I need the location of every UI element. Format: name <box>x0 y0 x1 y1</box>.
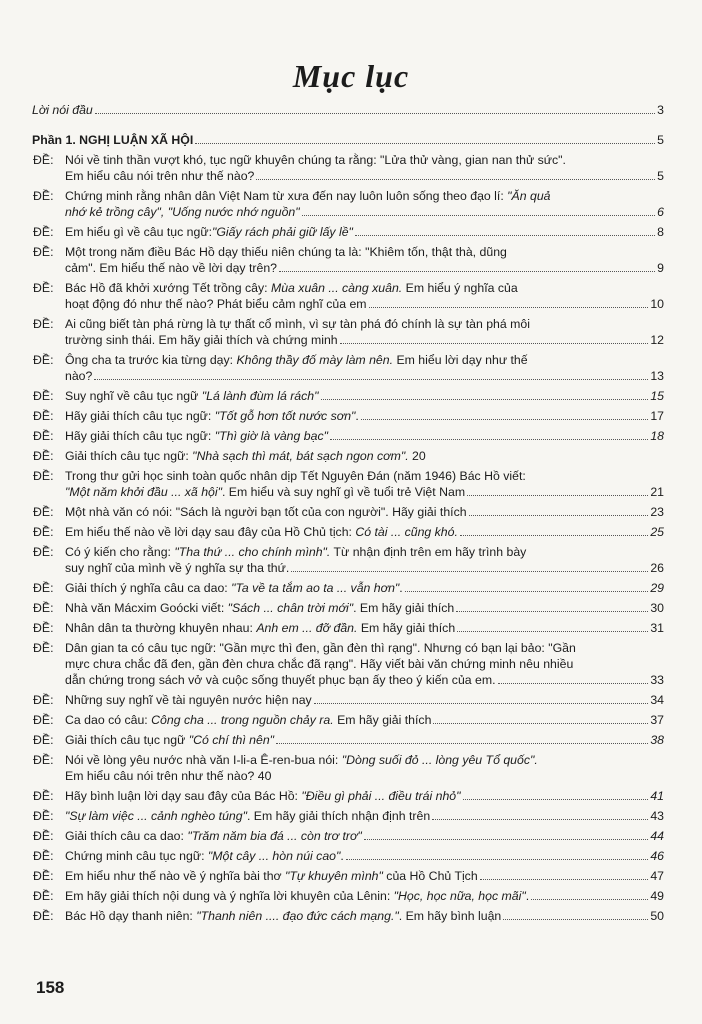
entry-label: ĐỀ: <box>33 909 54 923</box>
entry-quote: "Điều gì phải ... điều trái nhỏ" <box>301 789 461 803</box>
entry-label: ĐỀ: <box>33 153 54 167</box>
entry-text <box>65 848 664 864</box>
entry-label: ĐỀ: <box>33 869 54 883</box>
entry-label: ĐỀ: <box>33 733 54 747</box>
entry-fragment: Chứng minh câu tục ngữ: <box>65 849 208 863</box>
entry-line <box>65 620 664 636</box>
entry-page-number: 29 <box>650 581 664 595</box>
entry-line <box>65 224 664 240</box>
entry-fragment: . Em hãy giải thích nhận định trên <box>246 809 431 823</box>
dot-leader <box>276 743 648 744</box>
entry-fragment: . <box>355 409 359 423</box>
entry-page-number: 21 <box>650 485 664 499</box>
entry-label: ĐỀ: <box>33 245 54 259</box>
entry-fragment: hoạt động đó như thế nào? Phát biểu cảm nghĩ của em <box>65 297 367 311</box>
entry-text <box>65 524 664 540</box>
dot-leader <box>330 439 648 440</box>
entry-fragment: Em hiểu thế nào về lời dạy sau đây của Hồ Chủ tịch: <box>65 525 356 539</box>
entry-page-number: 44 <box>650 829 664 843</box>
entry-line <box>65 368 664 384</box>
entry-text <box>65 188 664 220</box>
toc-entry[interactable] <box>32 428 664 444</box>
entry-line <box>65 712 664 728</box>
entry-label: ĐỀ: <box>33 641 54 655</box>
entry-quote: "Thanh niên .... đạo đức cách mạng." <box>196 909 399 923</box>
toc-entry[interactable] <box>32 732 664 748</box>
entry-label: ĐỀ: <box>33 545 54 559</box>
entry-line <box>65 888 664 904</box>
entry-fragment: Ông cha ta trước kia từng dạy: <box>65 353 237 367</box>
entry-line <box>65 408 664 424</box>
entry-page-number: 33 <box>650 673 664 687</box>
entry-line <box>65 316 664 332</box>
toc-entry[interactable] <box>32 888 664 904</box>
entry-line <box>65 768 664 784</box>
entry-page-number: 30 <box>650 601 664 615</box>
toc-entry[interactable] <box>32 828 664 844</box>
entry-page-number: 50 <box>650 909 664 923</box>
toc-entry[interactable] <box>32 388 664 404</box>
section-page: 5 <box>657 133 664 147</box>
entry-text <box>65 752 664 784</box>
entry-quote: "Có chí thì nên" <box>188 733 275 747</box>
entry-fragment: của Hồ Chủ Tịch <box>382 869 478 883</box>
entry-fragment: suy nghĩ của mình về ý nghĩa sự tha thứ. <box>65 561 290 575</box>
entry-line <box>65 848 664 864</box>
entry-text <box>65 788 664 804</box>
entry-fragment: cảm". Em hiểu thế nào về lời dạy trên? <box>65 261 278 275</box>
dot-leader <box>321 399 649 400</box>
entry-label: ĐỀ: <box>33 621 54 635</box>
entry-line <box>65 524 664 540</box>
toc-entry[interactable] <box>32 752 664 784</box>
entry-line <box>65 580 664 596</box>
toc-entry[interactable] <box>32 692 664 708</box>
entry-label: ĐỀ: <box>33 601 54 615</box>
entry-text <box>65 580 664 596</box>
toc-preface-label: Lời nói đầu <box>32 103 93 117</box>
entry-line <box>65 544 664 560</box>
entry-page-number: 31 <box>650 621 664 635</box>
entry-fragment: Bác Hồ đã khởi xướng Tết trồng cây: <box>65 281 271 295</box>
entry-label: ĐỀ: <box>33 889 54 903</box>
entry-fragment: . <box>525 889 530 903</box>
entry-line <box>65 560 664 576</box>
entry-line <box>65 204 664 220</box>
entry-line <box>65 732 664 748</box>
entry-label: ĐỀ: <box>33 789 54 803</box>
toc-entry[interactable] <box>32 848 664 864</box>
entry-line <box>65 468 664 484</box>
entry-line <box>65 332 664 348</box>
entry-fragment: Giải thích câu ca dao: <box>65 829 188 843</box>
entry-fragment: Hãy giải thích câu tục ngữ: <box>65 409 215 423</box>
entry-text <box>65 280 664 312</box>
dot-leader <box>256 179 655 180</box>
entry-page-number: 9 <box>657 261 664 275</box>
toc-entry[interactable] <box>32 788 664 804</box>
entry-line <box>65 388 664 404</box>
entry-label: ĐỀ: <box>33 225 54 239</box>
entry-line <box>65 600 664 616</box>
entry-text <box>65 152 664 184</box>
entry-quote: "Sự làm việc ... cảnh nghèo túng" <box>65 809 247 823</box>
entry-line <box>65 296 664 312</box>
entry-text <box>65 388 664 404</box>
entry-text <box>65 448 664 464</box>
entry-fragment: Giải thích câu tục ngữ: <box>65 449 193 463</box>
entry-fragment: Em hiểu câu nói trên như thế nào? 40 <box>65 769 272 783</box>
entry-page-number: 46 <box>650 849 664 863</box>
entry-fragment: Em hãy giải thích nội dung và ý nghĩa lời khuyên của Lênin: <box>65 889 394 903</box>
entry-quote: "Tự khuyên mình" <box>285 869 383 883</box>
entry-page-number: 23 <box>650 505 664 519</box>
entry-text <box>65 504 664 520</box>
entry-fragment: Em hãy giải thích <box>333 713 432 727</box>
entry-line <box>65 828 664 844</box>
entry-fragment: . Em hiểu và suy nghĩ gì về tuổi trẻ Việt Nam <box>221 485 466 499</box>
entry-text <box>65 692 664 708</box>
toc-entry[interactable] <box>32 244 664 276</box>
entry-text <box>65 468 664 500</box>
page-title: Mục lục <box>292 58 410 94</box>
toc-entry[interactable] <box>32 408 664 424</box>
dot-leader <box>503 919 648 920</box>
entry-line <box>65 484 664 500</box>
entry-fragment: Em hiểu ý nghĩa của <box>402 281 518 295</box>
toc-entry[interactable] <box>32 280 664 312</box>
dot-leader <box>463 799 649 800</box>
toc-entry-list <box>32 152 664 924</box>
entry-text <box>65 600 664 616</box>
entry-page-number: 8 <box>657 225 664 239</box>
entry-quote: "Tốt gỗ hơn tốt nước sơn" <box>214 409 356 423</box>
entry-fragment: mực chưa chắc đã đen, gần đèn chưa chắc đã rạng". Hãy viết bài văn chứng minh nêu nhiều <box>65 657 574 671</box>
entry-page-number: 26 <box>650 561 664 575</box>
entry-label: ĐỀ: <box>33 389 54 403</box>
dot-leader <box>314 703 649 704</box>
entry-text <box>65 868 664 884</box>
entry-page-number: 17 <box>650 409 664 423</box>
entry-fragment: Em hãy giải thích <box>357 621 456 635</box>
entry-page-number: 6 <box>657 205 664 219</box>
entry-quote: "Trăm năm bia đá ... còn trơ trơ" <box>187 829 362 843</box>
entry-text <box>65 620 664 636</box>
entry-fragment: Suy nghĩ về câu tục ngữ <box>65 389 202 403</box>
toc-entry[interactable] <box>32 580 664 596</box>
entry-fragment: Giải thích câu tục ngữ <box>65 733 189 747</box>
entry-label: ĐỀ: <box>33 317 54 331</box>
toc-entry[interactable] <box>32 224 664 240</box>
entry-line <box>65 656 664 672</box>
dot-leader <box>460 535 648 536</box>
entry-text <box>65 224 664 240</box>
entry-text <box>65 544 664 576</box>
dot-leader <box>291 571 648 572</box>
toc-entry[interactable] <box>32 908 664 924</box>
entry-text <box>65 888 664 904</box>
entry-line <box>65 908 664 924</box>
entry-label: ĐỀ: <box>33 525 54 539</box>
entry-text <box>65 908 664 924</box>
entry-line <box>65 352 664 368</box>
entry-quote: "Dòng suối đỏ ... lòng yêu Tổ quốc". <box>341 753 538 767</box>
toc-entry[interactable] <box>32 468 664 500</box>
entry-page-number: 37 <box>650 713 664 727</box>
entry-fragment: Hãy giải thích câu tục ngữ: <box>65 429 215 443</box>
dot-leader <box>469 515 649 516</box>
entry-page-number: 18 <box>650 429 664 443</box>
entry-fragment: . <box>399 581 403 595</box>
entry-quote: "Một năm khởi đầu ... xã hội" <box>65 485 222 499</box>
entry-fragment: Giải thích ý nghĩa câu ca dao: <box>65 581 232 595</box>
entry-quote: Công cha ... trong nguồn chảy ra. <box>151 713 334 727</box>
entry-label: ĐỀ: <box>33 353 54 367</box>
entry-text <box>65 428 664 444</box>
entry-line <box>65 188 664 204</box>
entry-label: ĐỀ: <box>33 809 54 823</box>
entry-fragment: Hãy bình luận lời dạy sau đây của Bác Hồ: <box>65 789 302 803</box>
entry-quote: Mùa xuân ... càng xuân. <box>270 281 403 295</box>
entry-text <box>65 408 664 424</box>
entry-fragment: dẫn chứng trong sách vở và cuộc sống thuyết phục bạn ấy theo ý kiến của em. <box>65 673 496 687</box>
entry-line <box>65 808 664 824</box>
entry-text <box>65 828 664 844</box>
entry-line <box>65 428 664 444</box>
toc-preface-page: 3 <box>657 103 664 117</box>
entry-page-number: 47 <box>650 869 664 883</box>
entry-quote: "Tha thứ ... cho chính mình". <box>174 545 331 559</box>
entry-fragment: Bác Hồ dạy thanh niên: <box>65 909 197 923</box>
entry-label: ĐỀ: <box>33 753 54 767</box>
entry-fragment: Em hiểu như thế nào về ý nghĩa bài thơ <box>65 869 286 883</box>
entry-text <box>65 712 664 728</box>
dot-leader <box>433 723 648 724</box>
entry-fragment: Trong thư gửi học sinh toàn quốc nhân dịp Tết Nguyên Đán (năm 1946) Bác Hồ viết: <box>65 469 526 483</box>
entry-label: ĐỀ: <box>33 281 54 295</box>
dot-leader <box>456 611 648 612</box>
entry-label: ĐỀ: <box>33 409 54 423</box>
entry-fragment: Những suy nghĩ về tài nguyên nước hiện nay <box>65 693 312 707</box>
toc-entry[interactable] <box>32 316 664 348</box>
entry-fragment: trường sinh thái. Em hãy giải thích và chứng minh <box>65 333 338 347</box>
toc-section-heading[interactable] <box>32 132 664 148</box>
entry-label: ĐỀ: <box>33 849 54 863</box>
dot-leader <box>467 495 648 496</box>
entry-text <box>65 732 664 748</box>
entry-quote: "Giấy rách phải giữ lấy lề" <box>212 225 353 239</box>
entry-quote: Có tài ... cũng khó. <box>355 525 458 539</box>
entry-fragment: Chứng minh rằng nhân dân Việt Nam từ xưa đến nay luôn luôn sống theo đạo lí: <box>65 189 508 203</box>
entry-page-number: 43 <box>650 809 664 823</box>
entry-text <box>65 640 664 688</box>
entry-fragment: Nhà văn Mácxim Goócki viết: <box>65 601 228 615</box>
toc-entry[interactable] <box>32 712 664 728</box>
entry-fragment: Có ý kiến cho rằng: <box>65 545 175 559</box>
entry-page-number: 25 <box>650 525 664 539</box>
entry-fragment: Ca dao có câu: <box>65 713 152 727</box>
dot-leader <box>195 143 655 144</box>
dot-leader <box>355 235 655 236</box>
entry-quote: "Sách ... chân trời mới" <box>227 601 354 615</box>
entry-fragment: Em hiểu gì về câu tục ngữ: <box>65 225 212 239</box>
dot-leader <box>457 631 648 632</box>
dot-leader <box>361 419 648 420</box>
entry-label: ĐỀ: <box>33 581 54 595</box>
dot-leader <box>279 271 655 272</box>
dot-leader <box>531 899 648 900</box>
entry-quote: "Một cây ... hòn núi cao" <box>207 849 341 863</box>
entry-label: ĐỀ: <box>33 449 54 463</box>
entry-quote: "Ăn quả <box>507 189 551 203</box>
entry-page-number: 41 <box>650 789 664 803</box>
entry-fragment: Ai cũng biết tàn phá rừng là tự thất cổ mình, vì sự tàn phá đó chính là sự tàn phá môi <box>65 317 530 331</box>
entry-line <box>65 280 664 296</box>
section-title: Phần 1. NGHỊ LUẬN XÃ HỘI <box>32 133 194 147</box>
dot-leader <box>94 379 648 380</box>
entry-fragment: Một nhà văn có nói: "Sách là người bạn tốt của con người". Hãy giải thích <box>65 505 467 519</box>
entry-line <box>65 504 664 520</box>
entry-fragment: Một trong năm điều Bác Hồ dạy thiếu niên chúng ta là: "Khiêm tốn, thật thà, dũng <box>65 245 507 259</box>
entry-page-number: 49 <box>650 889 664 903</box>
entry-fragment: nào? <box>65 369 93 383</box>
table-of-contents <box>32 102 664 924</box>
entry-text <box>65 808 664 824</box>
entry-line <box>65 672 664 688</box>
entry-page-number: 10 <box>650 297 664 311</box>
entry-fragment: Nói về tinh thần vượt khó, tục ngữ khuyên chúng ta rằng: "Lửa thử vàng, gian nan thử sức". <box>65 153 566 167</box>
toc-preface[interactable] <box>32 102 664 118</box>
dot-leader <box>480 879 649 880</box>
entry-fragment: Nói về lòng yêu nước nhà văn I-li-a Ê-ren-bua nói: <box>65 753 342 767</box>
entry-fragment: Từ nhận định trên em hãy trình bày <box>330 545 527 559</box>
entry-fragment: Em hiểu câu nói trên như thế nào? <box>65 169 255 183</box>
entry-page-number: 5 <box>657 169 664 183</box>
entry-fragment: . <box>340 849 344 863</box>
entry-fragment: Dân gian ta có câu tục ngữ: "Gần mực thì đen, gần đèn thì rạng". Nhưng có bạn lại bảo: "Gần <box>65 641 576 655</box>
entry-line <box>65 168 664 184</box>
toc-entry[interactable] <box>32 620 664 636</box>
entry-quote: Không thầy đố mày làm nên. <box>236 353 394 367</box>
entry-fragment: Em hiểu lời dạy như thế <box>393 353 528 367</box>
dot-leader <box>302 215 656 216</box>
entry-page-number: 12 <box>650 333 664 347</box>
entry-fragment: Nhân dân ta thường khuyên nhau: <box>65 621 257 635</box>
toc-entry[interactable] <box>32 504 664 520</box>
page-number: 158 <box>36 978 65 997</box>
dot-leader <box>498 683 649 684</box>
entry-label: ĐỀ: <box>33 469 54 483</box>
entry-text <box>65 352 664 384</box>
entry-fragment: 20 <box>408 449 426 463</box>
entry-line <box>65 640 664 656</box>
entry-line <box>65 752 664 768</box>
dot-leader <box>364 839 649 840</box>
toc-entry[interactable] <box>32 524 664 540</box>
entry-fragment: . Em hãy bình luận <box>398 909 502 923</box>
entry-quote: Anh em ... đỡ đần. <box>256 621 358 635</box>
dot-leader <box>340 343 649 344</box>
entry-page-number: 34 <box>650 693 664 707</box>
entry-fragment: . Em hãy giải thích <box>353 601 455 615</box>
entry-line <box>65 788 664 804</box>
toc-entry[interactable] <box>32 188 664 220</box>
entry-quote: "Thì giờ là vàng bạc" <box>214 429 328 443</box>
entry-label: ĐỀ: <box>33 505 54 519</box>
dot-leader <box>95 113 655 114</box>
dot-leader <box>405 591 649 592</box>
toc-entry[interactable] <box>32 448 664 464</box>
entry-label: ĐỀ: <box>33 829 54 843</box>
entry-page-number: 38 <box>650 733 664 747</box>
entry-line <box>65 152 664 168</box>
entry-text <box>65 316 664 348</box>
toc-entry[interactable] <box>32 600 664 616</box>
entry-line <box>65 244 664 260</box>
toc-entry[interactable] <box>32 544 664 576</box>
entry-line <box>65 448 664 464</box>
entry-label: ĐỀ: <box>33 189 54 203</box>
entry-quote: nhớ kẻ trồng cây", "Uống nước nhớ nguồn" <box>65 205 300 219</box>
entry-text <box>65 244 664 276</box>
toc-entry[interactable] <box>32 640 664 688</box>
dot-leader <box>346 859 649 860</box>
entry-page-number: 15 <box>650 389 664 403</box>
entry-quote: "Học, học nữa, học mãi" <box>393 889 526 903</box>
toc-entry[interactable] <box>32 868 664 884</box>
entry-label: ĐỀ: <box>33 713 54 727</box>
entry-line <box>65 260 664 276</box>
entry-quote: "Nhà sạch thì mát, bát sạch ngon cơm". <box>192 449 409 463</box>
entry-quote: "Lá lành đùm lá rách" <box>201 389 319 403</box>
entry-label: ĐỀ: <box>33 429 54 443</box>
entry-line <box>65 692 664 708</box>
dot-leader <box>369 307 649 308</box>
toc-entry[interactable] <box>32 152 664 184</box>
toc-entry[interactable] <box>32 808 664 824</box>
entry-quote: "Ta về ta tắm ao ta ... vẫn hơn" <box>231 581 400 595</box>
entry-line <box>65 868 664 884</box>
entry-label: ĐỀ: <box>33 693 54 707</box>
dot-leader <box>432 819 648 820</box>
toc-entry[interactable] <box>32 352 664 384</box>
entry-page-number: 13 <box>650 369 664 383</box>
